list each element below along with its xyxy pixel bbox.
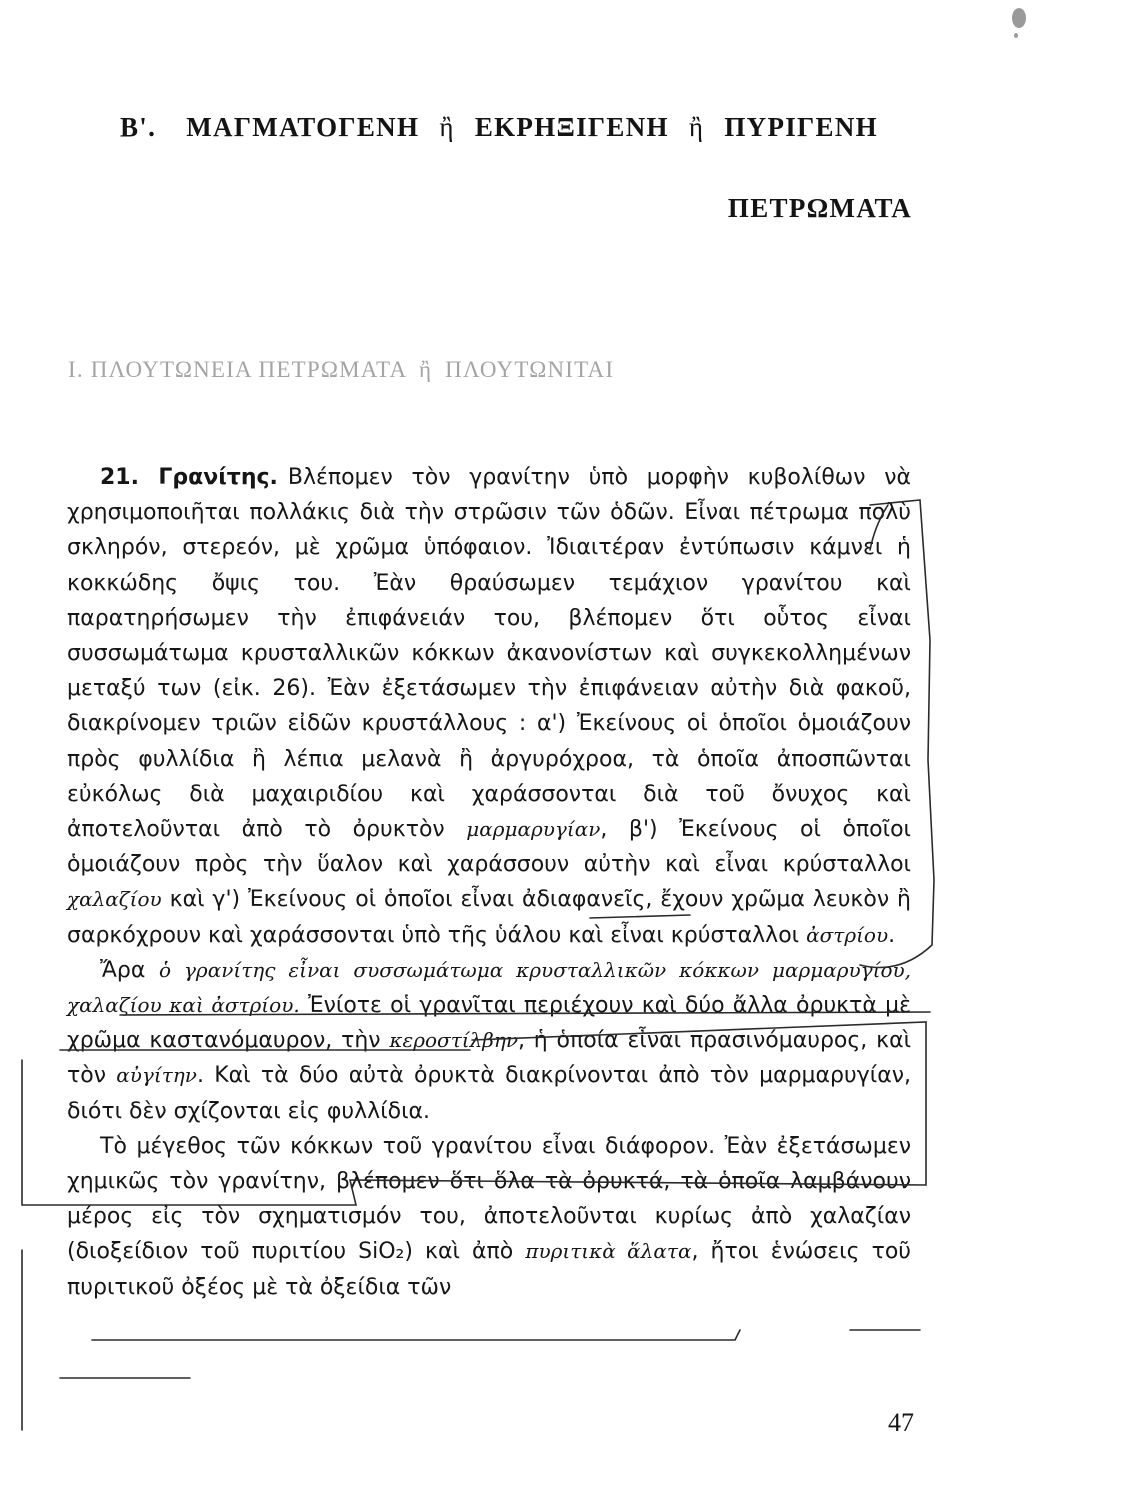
chapter-title-part1: ΜΑΓΜΑΤΟΓΕΝΗ [186, 112, 420, 142]
scan-speck [1012, 8, 1026, 28]
chapter-title-line2: ΠΕΤΡΩΜΑΤΑ [727, 193, 912, 223]
section-title-part1: ΠΛΟΥΤΩΝΕΙΑ ΠΕΤΡΩΜΑΤΑ [90, 357, 406, 382]
p1-term-feldspar: ἀστρίου [806, 922, 889, 947]
p3-text-a: Τὸ μέγεθος τῶν κόκκων τοῦ γρανίτου εἶναι διάφορον. Ἐὰν ἐξετάσωμεν χημικῶς τὸν γρανίτην, βλέπομεν ὅτι ὅλα τὰ ὀρυκτά, τὰ ὁποῖα λαμβάνουν μέρος εἰς τὸν σχηματισμόν του, ἀποτελοῦνται κυρίως ἀπὸ χαλαζίαν (διοξείδιον τοῦ πυριτίου SiO₂) καὶ ἀπὸ [67, 1133, 911, 1265]
p1-term-mica: μαρμαρυγίαν [466, 817, 601, 842]
p1-text-b: , β') Ἐκείνους οἱ ὁποῖοι ὁμοιάζουν πρὸς τὴν ὕαλον καὶ χαράσσουν αὐτὴν καὶ εἶναι κρύσταλλοι [67, 817, 911, 878]
chapter-letter: Β'. [120, 112, 157, 142]
underline-silicates [60, 1330, 920, 1378]
paragraph-granite-definition [67, 953, 911, 1129]
p3-term-silicates: πυριτικὰ ἅλατα [525, 1239, 692, 1264]
article-heading: 21. Γρανίτης. [100, 465, 278, 490]
section-number: Ι. [68, 357, 84, 382]
p1-text-a: Βλέπομεν τὸν γρανίτην ὑπὸ μορφὴν κυβολίθων νὰ χρησιμοποιῆται πολλάκις διὰ τὴν στρῶσιν τῶν ὁδῶν. Εἶναι πέτρωμα πολὺ σκληρόν, στερεόν, μὲ χρῶμα ὑπόφαιον. Ἰδιαιτέραν ἐντύπωσιν κάμνει ἡ κοκκώδης ὄψις του. Ἐὰν θραύσωμεν τεμάχιον γρανίτου καὶ παρατηρήσωμεν τὴν ἐπιφάνειάν του, βλέπομεν ὅτι οὗτος εἶναι συσσωμάτωμα κρυσταλλικῶν κόκκων ἀκανονίστων καὶ συγκεκολλημένων μεταξύ των (εἰκ. 26). Ἐὰν ἐξετάσωμεν τὴν ἐπιφάνειαν αὐτὴν διὰ φακοῦ, διακρίνομεν τριῶν εἰδῶν κρυστάλλους : α') Ἐκείνους οἱ ὁποῖοι ὁμοιάζουν πρὸς φυλλίδια ἢ λέπια μελανὰ ἢ ἀργυρόχροα, τὰ ὁποῖα ἀποσπῶνται εὐκόλως διὰ μαχαιριδίου καὶ χαράσσονται διὰ τοῦ ὄνυχος καὶ ἀποτελοῦνται ἀπὸ τὸ ὀρυκτὸν [67, 465, 912, 843]
page-number: 47 [888, 1408, 914, 1437]
section-title-part2: ΠΛΟΥΤΩΝΙΤΑΙ [445, 357, 615, 382]
chapter-title-conj1: ἢ [439, 112, 455, 142]
scan-speck [1014, 33, 1018, 38]
p2-text-b: Ἐνίοτε οἱ γρανῖται περιέχουν καὶ δύο ἄλλα ὀρυκτὰ μὲ χρῶμα καστανόμαυρον, τὴν [67, 993, 912, 1054]
chapter-title [120, 112, 920, 143]
p2-term-hornblende: κεροστίλβην [389, 1028, 518, 1053]
section-heading [68, 357, 614, 383]
p3-text-b: , ἤτοι ἑνώσεις τοῦ πυριτικοῦ ὀξέος μὲ τὰ ὀξείδια τῶν [67, 1239, 912, 1300]
chapter-title-conj2: ἢ [688, 112, 705, 142]
p2-text-d: . Καὶ τὰ δύο αὐτὰ ὀρυκτὰ διακρίνονται ἀπὸ τὸν μαρμαρυγίαν, διότι δὲν σχίζονται εἰς φυλλίδια. [67, 1063, 911, 1124]
chapter-title-part2: ΕΚΡΗΞΙΓΕΝΗ [474, 112, 669, 142]
p2-text-c: , ἡ ὁποία εἶναι πρασινόμαυρος, καὶ τὸν [67, 1028, 912, 1089]
p1-term-quartz: χαλαζίου [67, 887, 162, 912]
p2-definition: ὁ γρανίτης εἶναι συσσωμάτωμα κρυσταλλικῶν κόκκων μαρμαρυγίου, χαλαζίου καὶ ἀστρίου. [67, 957, 911, 1018]
chapter-title-part3: ΠΥΡΙΓΕΝΗ [724, 112, 878, 142]
p1-text-c: καὶ γ') Ἐκείνους οἱ ὁποῖοι εἶναι ἀδιαφανεῖς, ἔχουν χρῶμα λευκὸν ἢ σαρκόχρουν καὶ χαράσσονται ὑπὸ τῆς ὑάλου καὶ εἶναι κρύσταλλοι [67, 887, 911, 948]
paragraph-granite-chemistry [67, 1129, 911, 1305]
p2-text-a: Ἄρα [100, 957, 146, 983]
paragraph-granite-intro [67, 460, 911, 953]
article-body [67, 460, 911, 1305]
p1-text-d: . [888, 922, 896, 948]
underline-chem [92, 1330, 740, 1340]
p2-term-augite: αὐγίτην [116, 1063, 197, 1088]
section-title-conj: ἢ [418, 357, 433, 382]
